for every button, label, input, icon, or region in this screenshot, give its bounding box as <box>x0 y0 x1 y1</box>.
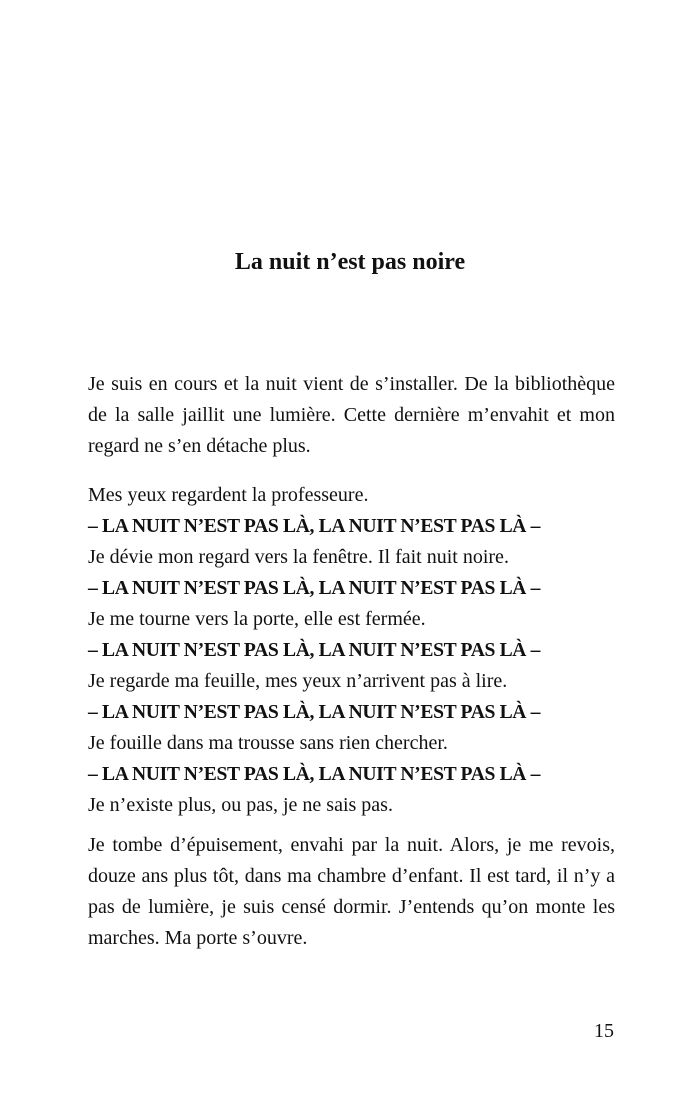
refrain-line: – LA NUIT N’EST PAS LÀ, LA NUIT N’EST PAS LÀ – <box>88 702 541 723</box>
stanza-line: Mes yeux regardent la professeure. <box>88 484 369 506</box>
refrain-line: – LA NUIT N’EST PAS LÀ, LA NUIT N’EST PAS LÀ – <box>88 578 541 599</box>
refrain-line: – LA NUIT N’EST PAS LÀ, LA NUIT N’EST PAS LÀ – <box>88 516 541 537</box>
refrain-stanza <box>88 480 615 821</box>
stanza-line: Je n’existe plus, ou pas, je ne sais pas. <box>88 794 393 816</box>
stanza-line: Je dévie mon regard vers la fenêtre. Il fait nuit noire. <box>88 546 509 568</box>
paragraph-closing: Je tombe d’épuisement, envahi par la nuit. Alors, je me revois, douze ans plus tôt, dans ma chambre d’enfant. Il est tard, il n’y a pas de lumière, je suis censé dormir. J’entends qu’on monte les marches. Ma porte s’ouvre. <box>88 834 615 949</box>
refrain-line: – LA NUIT N’EST PAS LÀ, LA NUIT N’EST PAS LÀ – <box>88 764 541 785</box>
paragraph-opening: Je suis en cours et la nuit vient de s’installer. De la bibliothèque de la salle jaillit une lumière. Cette dernière m’envahit et mon regard ne s’en détache plus. <box>88 373 615 457</box>
page-number: 15 <box>594 1020 614 1042</box>
stanza-line: Je me tourne vers la porte, elle est fermée. <box>88 608 426 630</box>
refrain-line: – LA NUIT N’EST PAS LÀ, LA NUIT N’EST PAS LÀ – <box>88 640 541 661</box>
stanza-line: Je regarde ma feuille, mes yeux n’arrivent pas à lire. <box>88 670 508 692</box>
stanza-line: Je fouille dans ma trousse sans rien chercher. <box>88 732 448 754</box>
chapter-title: La nuit n’est pas noire <box>234 249 466 275</box>
